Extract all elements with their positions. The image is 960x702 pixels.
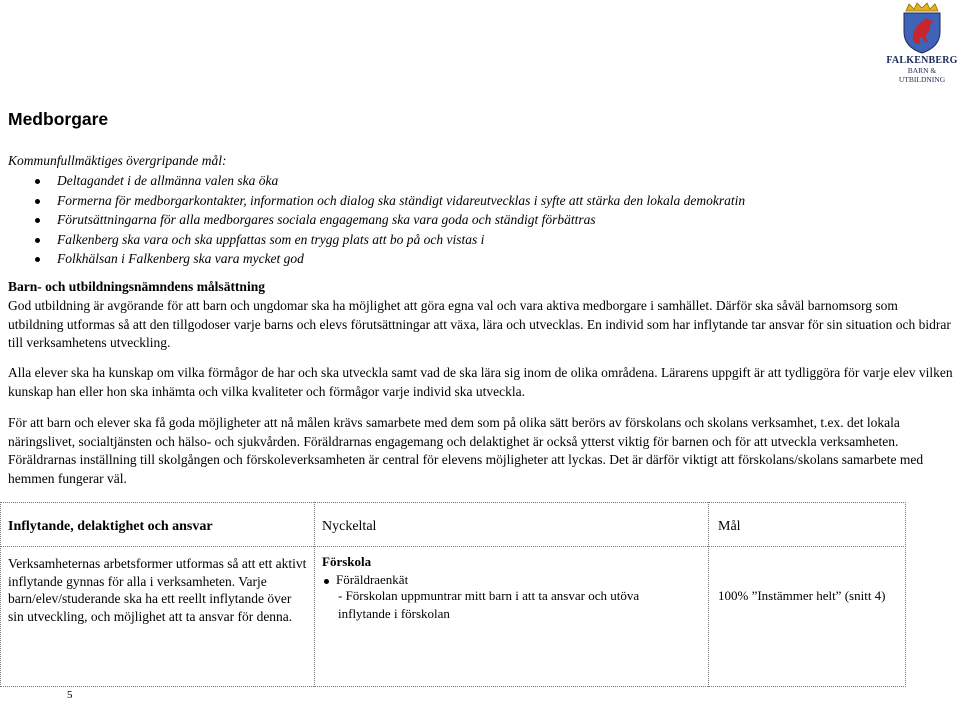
bullet-icon (35, 257, 40, 262)
bullet-icon (324, 579, 329, 584)
bullet-icon (35, 179, 40, 184)
logo-unit: BARN & UTBILDNING (898, 66, 946, 84)
table-border (905, 502, 906, 687)
table-border (0, 502, 906, 503)
list-item: Falkenberg ska vara och ska uppfattas som en trygg plats att bo på och vistas i (8, 230, 745, 250)
paragraph: God utbildning är avgörande för att barn och ungdomar ska ha möjlighet att göra egna val och vara aktiva medborgare i samhället. Därför ska såväl barnomsorg som utbildning utformas så att den tillgodoser varje barns och elevs förutsättningar att växa, lära och utvecklas. En individ som har inflytande tar ansvar för sin situation och bidrar till verksamhetens utveckling. (8, 298, 951, 350)
board-goal-title: Barn- och utbildningsnämndens målsättning (8, 279, 265, 294)
table-border (0, 502, 1, 687)
list-item: Deltagandet i de allmänna valen ska öka (8, 171, 745, 191)
list-item: Folkhälsan i Falkenberg ska vara mycket god (8, 249, 745, 269)
table-border (0, 546, 906, 547)
table-border (0, 686, 906, 687)
table-border (314, 502, 315, 687)
paragraph: För att barn och elever ska få goda möjligheter att nå målen krävs samarbete med dem som på olika sätt berörs av förskolans och skolans verksamhet, t.ex. det lokala näringslivet, socialtjänsten och hälso- och sjukvården. Föräldrarnas engagemang och delaktighet är också ytterst viktig för barnen och för att utveckla verksamheten. Föräldrarnas inställning till skolgången och förskoleverksamheten är central för elevens möjligheter att lyckas. Det är därför viktigt att förskolans/skolans samarbete med hemmen fungerar väl. (8, 415, 924, 486)
bullet-icon (35, 238, 40, 243)
table-cell-indicator-desc: - Förskolan uppmuntrar mitt barn i att ta ansvar och utöva inflytande i förskolan (338, 588, 640, 621)
list-item: Föräldraenkät (322, 571, 408, 588)
goals-list (8, 171, 745, 269)
list-item: Förutsättningarna för alla medborgares sociala engagemang ska vara goda och ständigt förbättras (8, 210, 745, 230)
table-cell-description: Verksamheternas arbetsformer utformas så att ett aktivt inflytande gynnas för alla i verksamheten. Varje barn/elev/studerande ska ha ett reellt inflytande över sin utveckling, och möjlighet att ta ansvar för denna. (8, 556, 307, 624)
table-border (708, 502, 709, 687)
list-item: Formerna för medborgarkontakter, information och dialog ska ständigt vidareutvecklas i syfte att stärka den lokala demokratin (8, 191, 745, 211)
goals-title: Kommunfullmäktiges övergripande mål: (8, 153, 227, 168)
section-heading: Medborgare (8, 109, 109, 129)
paragraph: Alla elever ska ha kunskap om vilka förmågor de har och ska utveckla samt vad de ska lära sig inom de olika områdena. Lärarens uppgift är att tydliggöra för varje elev vilken kunskap han eller hon ska inhämta och vilka kvaliteter och förmågor varje individ ska utveckla. (8, 365, 953, 399)
bullet-icon (35, 199, 40, 204)
table-header-area: Inflytande, delaktighet och ansvar (8, 519, 213, 534)
page-number: 5 (67, 689, 73, 701)
falkenberg-logo (886, 2, 958, 84)
table-cell-target: 100% ”Instämmer helt” (snitt 4) (718, 588, 886, 603)
coat-of-arms-icon (900, 2, 944, 54)
table-header-indicator: Nyckeltal (322, 519, 377, 534)
bullet-icon (35, 218, 40, 223)
logo-name: FALKENBERG (886, 55, 958, 66)
table-cell-category: Förskola (322, 554, 372, 569)
table-header-target: Mål (718, 519, 741, 534)
